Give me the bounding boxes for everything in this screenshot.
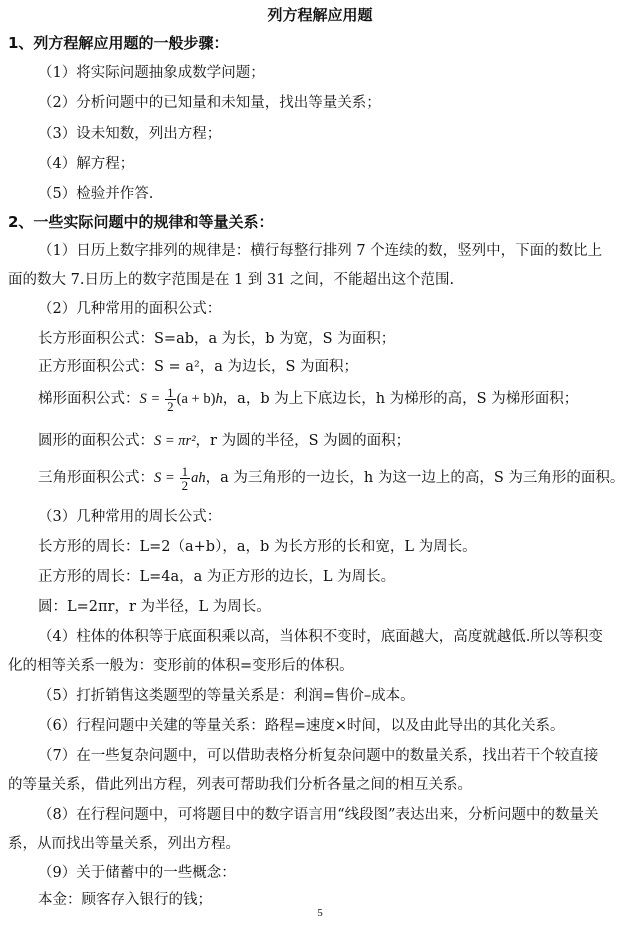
rectangle-area-formula: 长方形面积公式：S=ab，a 为长，b 为宽，S 为面积； (38, 331, 396, 347)
trapezoid-fraction (165, 386, 176, 413)
trapezoid-numerator: 1 (167, 384, 174, 400)
step-4: （4）解方程； (38, 156, 135, 172)
principal-definition: 本金：顾客存入银行的钱； (38, 892, 212, 908)
step-3: （3）设未知数，列出方程； (38, 126, 222, 142)
square-perimeter-formula: 正方形的周长：L=4a，a 为正方形的边长，L 为周长。 (38, 569, 396, 585)
page-title: 列方程解应用题 (267, 6, 373, 24)
triangle-fraction (180, 465, 191, 492)
trapezoid-s: S (139, 391, 147, 407)
step-5: （5）检验并作答. (38, 186, 154, 202)
triangle-denominator: 2 (181, 477, 189, 493)
travel-rule: （6）行程问题中关建的等量关系：路程=速度×时间，以及由此导出的其化关系。 (38, 718, 565, 734)
rectangle-perimeter-formula: 长方形的周长：L=2（a+b），a，b 为长方形的长和宽，L 为周长。 (38, 539, 477, 555)
volume-rule-line2: 化的相等关系一般为：变形前的体积=变形后的体积。 (8, 658, 354, 674)
step-1: （1）将实际问题抽象成数学问题； (38, 65, 265, 81)
square-area-formula: 正方形面积公式：S = a²，a 为边长，S 为面积； (38, 359, 359, 375)
triangle-area-formula (38, 461, 624, 495)
page-number: 5 (317, 907, 323, 919)
volume-rule-line1: （4）柱体的体积等于底面积乘以高，当体积不变时，底面越大，高度就越低.所以等积变 (38, 629, 603, 645)
trapezoid-expr: (a + b) (176, 391, 216, 407)
area-formulas-heading: （2）几种常用的面积公式： (38, 301, 222, 317)
segment-diagram-line2: 系，从而找出等量关系，列出方程。 (8, 836, 240, 852)
circle-area-formula (38, 431, 410, 451)
triangle-numerator: 1 (181, 463, 189, 479)
section2-heading: 2、一些实际问题中的规律和等量关系： (8, 213, 274, 231)
triangle-ah: ah (191, 470, 206, 486)
trapezoid-area-formula (38, 382, 578, 416)
savings-concepts-heading: （9）关于储蓄中的一些概念： (38, 865, 236, 881)
perimeter-formulas-heading: （3）几种常用的周长公式： (38, 509, 222, 525)
table-analysis-line2: 的等量关系，借此列出方程，列表可帮助我们分析各量之间的相互关系。 (8, 777, 472, 793)
discount-rule: （5）打折销售这类题型的等量关系是：利润=售价–成本。 (38, 688, 415, 704)
trapezoid-desc: ，a，b 为上下底边长，h 为梯形的高，S 为梯形面积； (222, 391, 579, 407)
triangle-desc: ，a 为三角形的一边长，h 为这一边上的高，S 为三角形的面积。 (205, 470, 625, 486)
circle-formula: S = πr² (154, 433, 196, 449)
circle-desc: ，r 为圆的半径，S 为圆的面积； (195, 433, 411, 449)
triangle-label: 三角形面积公式： (38, 470, 154, 486)
triangle-eq: = (165, 470, 175, 486)
triangle-s: S (154, 470, 162, 486)
trapezoid-eq: = (151, 391, 160, 407)
table-analysis-line1: （7）在一些复杂问题中，可以借助表格分析复杂问题中的数量关系，找出若干个较直接 (38, 748, 599, 764)
step-2: （2）分析问题中的已知量和未知量，找出等量关系； (38, 95, 381, 111)
trapezoid-denominator: 2 (167, 398, 174, 414)
circle-label: 圆形的面积公式： (38, 433, 154, 449)
calendar-rule-line2: 面的数大 7.日历上的数字范围是在 1 到 31 之间，不能超出这个范围. (8, 272, 455, 288)
trapezoid-label: 梯形面积公式： (38, 391, 140, 407)
segment-diagram-line1: （8）在行程问题中，可将题目中的数字语言用“线段图”表达出来，分析问题中的数量关 (38, 807, 599, 823)
calendar-rule-line1: （1）日历上数字排列的规律是：横行每整行排列 7 个连续的数，竖列中，下面的数比上 (38, 243, 603, 259)
trapezoid-h: h (215, 391, 223, 407)
section1-heading: 1、列方程解应用题的一般步骤： (8, 34, 229, 52)
circle-perimeter-formula: 圆：L=2πr，r 为半径，L 为周长。 (38, 599, 271, 615)
